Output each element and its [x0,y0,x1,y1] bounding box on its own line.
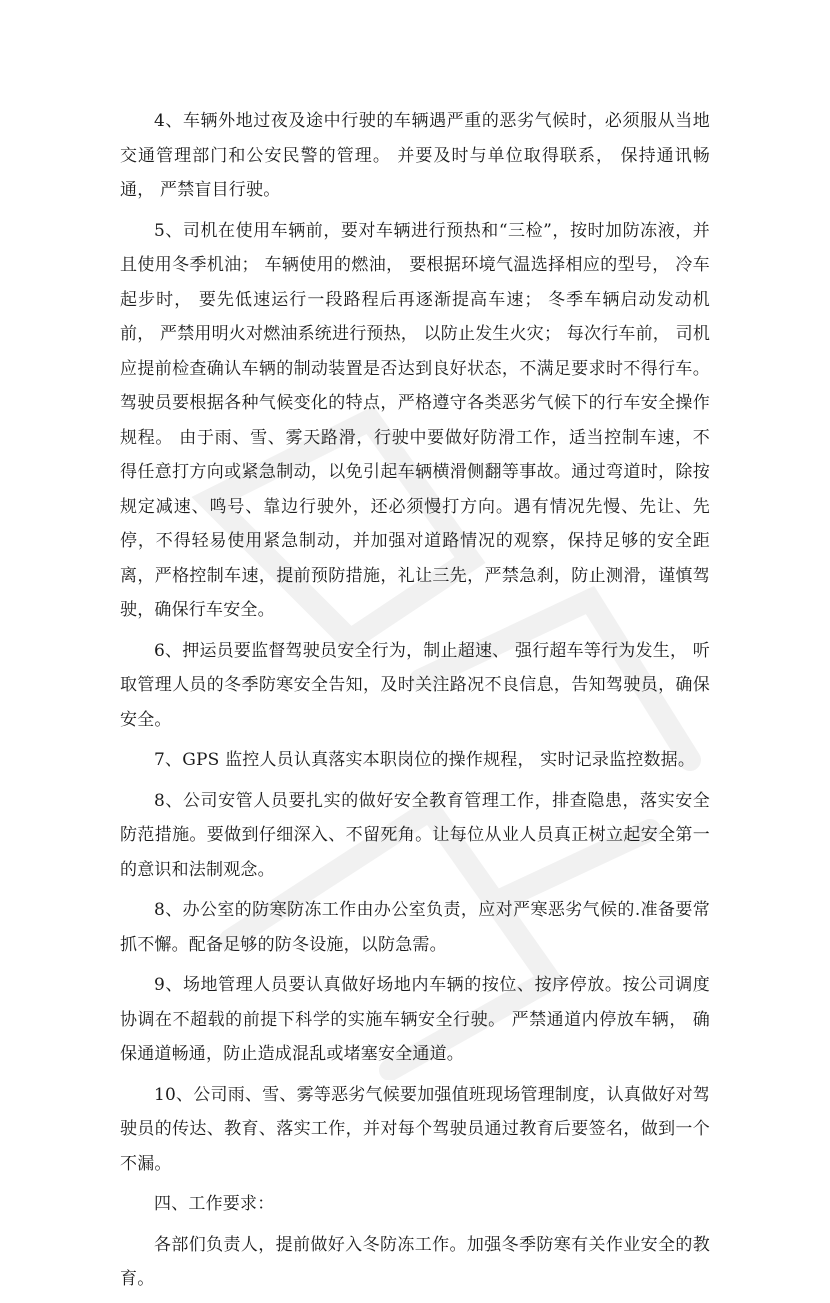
paragraph-item-8-safety: 8、公司安管人员要扎实的做好安全教育管理工作，排查隐患，落实安全防范措施。要做到仔细深入、不留死角。让每位从业人员真正树立起安全第一的意识和法制观念。 [120,790,710,880]
paragraph-item-5: 5、司机在使用车辆前，要对车辆进行预热和“三检”，按时加防冻液，并且使用冬季机油； 车辆使用的燃油， 要根据环境气温选择相应的型号， 冷车起步时， 要先低速运行一段路程后再逐渐提高车速； 冬季车辆启动发动机前， 严禁用明火对燃油系统进行预热， 以防止发生火灾； 每次行车前， 司机应提前检查确认车辆的制动装置是否达到良好状态，不满足要求时不得行车。 驾驶员要根据各种气候变化的特点，严格遵守各类恶劣气候下的行车安全操作规程。 由于雨、雪、雾天路滑，行驶中要做好防滑工作，适当控制车速，不得任意打方向或紧急制动，以免引起车辆横滑侧翻等事故。通过弯道时，除按规定减速、鸣号、靠边行驶外，还必须慢打方向。遇有情况先慢、先让、先停，不得轻易使用紧急制动，并加强对道路情况的观察，保持足够的安全距离，严格控制车速，提前预防措施，礼让三先，严禁急刹，防止测滑，谨慎驾驶，确保行车安全。 [120,220,711,620]
paragraph-requirements: 各部们负责人，提前做好入冬防冻工作。加强冬季防寒有关作业安全的教育。 [120,1234,710,1289]
paragraph-item-9: 9、场地管理人员要认真做好场地内车辆的按位、按序停放。按公司调度协调在不超载的前提下科学的实施车辆安全行驶。 严禁通道内停放车辆， 确保通道畅通，防止造成混乱或堵塞安全通道。 [120,975,710,1064]
paragraph-item-8-office: 8、办公室的防寒防冻工作由办公室负责，应对严寒恶劣气候的.准备要常抓不懈。配备足够的防冬设施，以防急需。 [120,900,710,955]
section-heading-work-requirements: 四、工作要求： [154,1194,275,1214]
paragraph-item-6: 6、押运员要监督驾驶员安全行为，制止超速、 强行超车等行为发生， 听取管理人员的冬季防寒安全告知，及时关注路况不良信息，告知驾驶员，确保安全。 [120,640,710,730]
document-body [120,104,710,1303]
paragraph-item-7: 7、GPS 监控人员认真落实本职岗位的操作规程， 实时记录监控数据。 [154,750,696,770]
paragraph-item-4: 4、车辆外地过夜及途中行驶的车辆遇严重的恶劣气候时，必须服从当地交通管理部门和公安民警的管理。 并要及时与单位取得联系， 保持通讯畅通， 严禁盲目行驶。 [120,111,710,200]
paragraph-item-10: 10、公司雨、雪、雾等恶劣气候要加强值班现场管理制度，认真做好对驾驶员的传达、教育、落实工作，并对每个驾驶员通过教育后要签名，做到一个不漏。 [120,1084,710,1174]
